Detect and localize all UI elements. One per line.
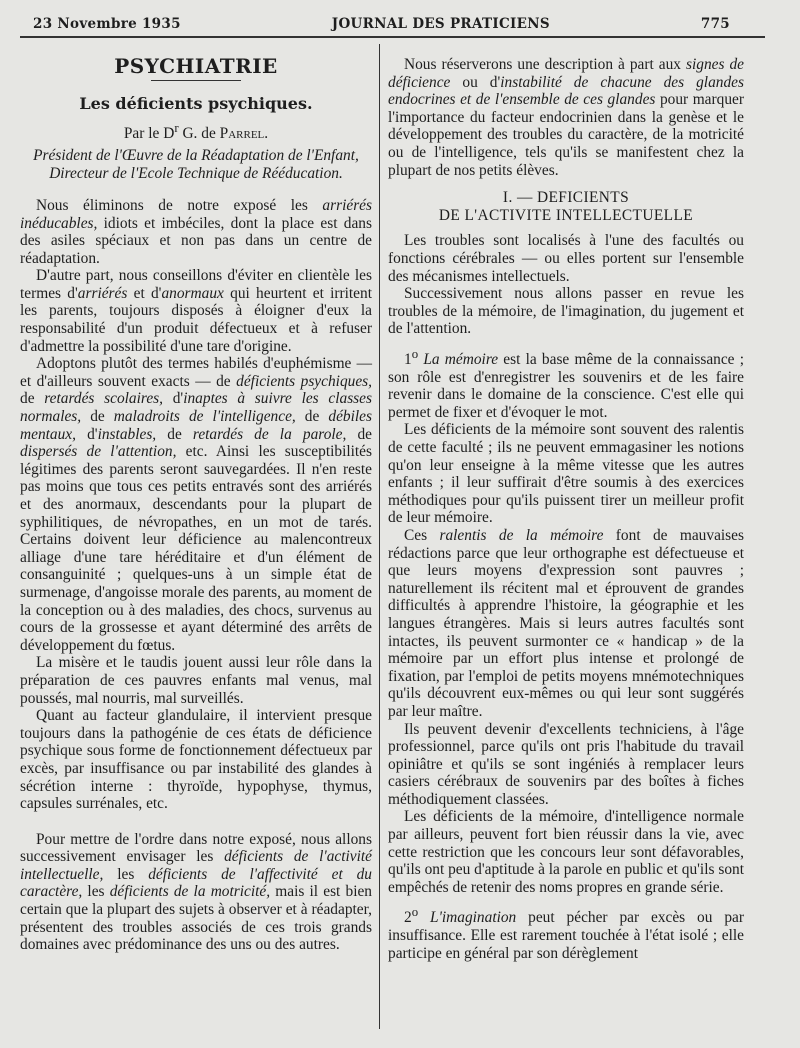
paragraph: Nous réserverons une description à part aux signes de déficience ou d'instabilité de chacune des glandes endocrines et de l'ensemble de ces glandes pour marquer l'importance du facteur endocrinien dans la genèse et le développement des troubles du caractère, de la motricité ou de l'intelligence, tels qu'ils se manifestent chez la plupart de nos petits élèves. [388,56,744,179]
affiliation-line-2: Directeur de l'Ecole Technique de Rééducation. [49,164,343,182]
author-affiliation [20,147,372,183]
left-column [20,44,372,954]
paragraph: D'autre part, nous conseillons d'éviter en clientèle les termes d'arriérés et d'anormaux qui heurtent et irritent les parents, toujours disposés à éloigner d'eux la responsabilité d'un produit défectueux et à refuser d'admettre la possibilité d'une tare d'origine. [20,267,372,355]
paragraph-gap [20,813,372,831]
paragraph-gap [388,896,744,904]
byline-name: G. de [178,125,220,143]
byline-prefix: Par le D [123,125,175,143]
header-journal: JOURNAL DES PRATICIENS [331,16,550,32]
paragraph-gap [388,338,744,346]
section-heading-line-2: DE L'ACTIVITE INTELLECTUELLE [438,206,694,224]
paragraph: Les troubles sont localisés à l'une des facultés ou fonctions cérébrales — ou elles portent sur l'ensemble des mécanismes intellectuels. [388,232,744,285]
right-column [388,56,744,962]
paragraph: Successivement nous allons passer en revue les troubles de la mémoire, de l'imagination, du jugement et de l'attention. [388,285,744,338]
byline [20,120,372,143]
paragraph: Pour mettre de l'ordre dans notre exposé, nous allons successivement envisager les déficients de l'activité intellectuelle, les déficients de l'affectivité et du caractère, les déficients de la motricité, mais il est bien certain que la plupart des sujets à observer et à réadapter, présentent des troubles associés de ces trois grands domaines avec prédominance des uns ou des autres. [20,830,373,954]
header-rule [20,36,765,38]
affiliation-line-1: Président de l'Œuvre de la Réadaptation de l'Enfant, [33,146,359,164]
paragraph: Ils peuvent devenir d'excellents techniciens, à l'âge professionnel, parce qu'ils ont pris l'habitude du travail opiniâtre et qu'ils se sont ingéniés à remplacer leurs casiers cérébraux de souvenirs par des boîtes à fiches méthodiquement classées. [388,720,744,808]
paragraph: Les déficients de la mémoire sont souvent des ralentis de cette faculté ; ils ne peuvent emmagasiner les notions qu'on leur enseigne à la même vitesse que les autres enfants ; il leur suffirait d'être soumis à des exercices méthodiques pour qu'ils puissent tirer un meilleur profit de leur mémoire. [388,421,744,527]
header-date: 23 Novembre 1935 [33,16,181,32]
section-heading [388,189,744,224]
paragraph: 1$^o$ La mémoire est la base même de la connaissance ; son rôle est d'enregistrer les souvenirs et de les faire revenir dans le domaine de la conscience. C'est elle qui permet de fixer et d'évoquer le mot. [388,346,744,421]
byline-sup: r [174,121,179,136]
paragraph: Les déficients de la mémoire, d'intelligence normale par ailleurs, peuvent fort bien réussir dans la vie, avec cette restriction que les concours leur sont défavorables, qu'ils ont peu d'aptitude à la parole en public et qu'ils sont empêchés de retenir des noms propres en grande série. [388,808,744,896]
paragraph: Quant au facteur glandulaire, il intervient presque toujours dans la pathogénie de ces états de déficience psychique sous forme de fonctionnement défectueux par excès, par insuffisance ou par instabilité des glandes à sécrétion interne : thyroïde, hypophyse, thymus, capsules surrénales, etc. [20,707,372,813]
byline-surname: Parrel. [219,125,269,143]
section-title-rule [151,80,241,81]
header-page-number: 775 [700,16,730,32]
column-divider [379,44,380,1029]
paragraph: Ces ralentis de la mémoire font de mauvaises rédactions parce que leur orthographe est défectueuse et que leurs moyens d'expression sont pauvres ; naturellement ils récitent mal et éprouvent de grandes difficultés à apprendre l'histoire, la géographie et les langues étrangères. Mais si leurs autres facultés sont intactes, ils peuvent surmonter ce « handicap » de la mémoire par un effort plus intense et prolongé de fixation, par l'emploi de petits moyens mnémotechniques qu'ils découvrent eux-mêmes ou qui leur sont suggérés par leur maître. [388,526,744,720]
section-heading-line-1: I. — DEFICIENTS [502,189,630,207]
paragraph: 2$^o$ L'imagination peut pécher par excès ou par insuffisance. Elle est rarement touchée à l'état isolé ; elle participe en général par son dérèglement [388,905,744,962]
paragraph: La misère et le taudis jouent aussi leur rôle dans la préparation de ces pauvres enfants mal venus, mal poussés, mal nourris, mal surveillés. [20,654,372,707]
paragraph: Nous éliminons de notre exposé les arriérés inéducables, idiots et imbéciles, dont la place est dans des asiles spéciaux et non pas dans un centre de réadaptation. [20,196,372,267]
section-title: PSYCHIATRIE [114,54,278,78]
page-header [33,16,730,32]
article-title: Les déficients psychiques. [79,93,313,113]
paragraph: Adoptons plutôt des termes habilés d'euphémisme — et d'ailleurs souvent exacts — de déficients psychiques, de retardés scolaires, d'inaptes à suivre les classes normales, de maladroits de l'intelligence, de débiles mentaux, d'instables, de retardés de la parole, de dispersés de l'attention, etc. Ainsi les susceptibilités légitimes des parents seront sauvegardées. Il n'en reste pas moins que tous ces petits entravés sont des arriérés et des anormaux, descendants pour la plupart de syphilitiques, de névropathes, en un mot de tarés. Certains doivent leur déficience au malencontreux alliage d'une tare héréditaire et d'un élément de consanguinité ; quelques-uns à un simple état de surmenage, d'angoisse morale des parents, au moment de la conception ou à des maladies, des chocs, survenus au cours de la grossesse et ayant déterminé des arrêts de développement du fœtus. [20,355,372,654]
